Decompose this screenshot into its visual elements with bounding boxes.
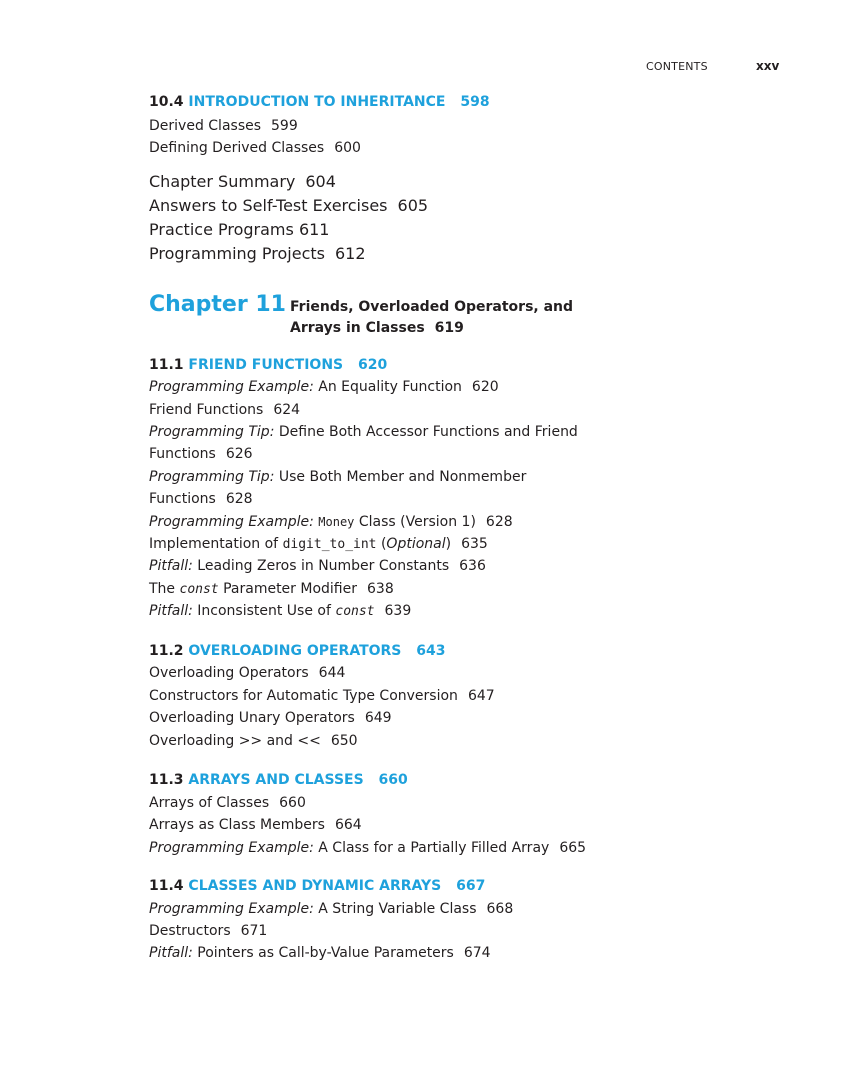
entry-text: An Equality Function — [318, 379, 462, 395]
entry-page: 664 — [334, 817, 362, 833]
entry-text: Arrays as Class Members — [149, 817, 325, 833]
section-number: 11.1 — [149, 357, 184, 373]
section-page: 643 — [416, 643, 446, 659]
entry-page: 624 — [273, 402, 301, 418]
entry-text: Inconsistent Use of — [197, 603, 331, 619]
section-heading-11-2 — [149, 643, 446, 659]
entry-page: 639 — [384, 603, 412, 619]
entry-page: 612 — [335, 244, 366, 263]
toc-entry — [149, 536, 488, 552]
paren-close: ) — [445, 536, 452, 552]
entry-page: 647 — [467, 688, 495, 704]
running-head: CONTENTS — [646, 60, 708, 73]
entry-code: digit_to_int — [282, 537, 377, 552]
section-title: OVERLOADING OPERATORS — [188, 643, 402, 659]
toc-entry — [149, 581, 394, 597]
entry-page: 644 — [318, 665, 346, 681]
entry-text: Parameter Modifier — [223, 581, 357, 597]
entry-label: Programming Tip: — [149, 469, 275, 485]
entry-page: 665 — [559, 840, 587, 856]
section-number: 10.4 — [149, 94, 184, 110]
page-number: xxv — [756, 59, 780, 73]
toc-entry — [149, 402, 300, 418]
entry-label: Programming Example: — [149, 840, 314, 856]
entry-page: 635 — [461, 536, 488, 552]
toc-entry — [149, 379, 499, 395]
toc-entry — [149, 923, 267, 939]
section-number: 11.2 — [149, 643, 184, 659]
chapter-title-continued — [290, 320, 464, 336]
toc-entry — [149, 795, 306, 811]
toc-entry — [149, 733, 358, 749]
entry-code: const — [335, 604, 375, 619]
toc-entry — [149, 710, 392, 726]
section-number: 11.3 — [149, 772, 184, 788]
entry-page: 668 — [486, 901, 514, 917]
section-heading-11-1 — [149, 357, 387, 373]
entry-text: Define Both Accessor Functions and Friend — [278, 424, 578, 440]
section-heading-11-3 — [149, 772, 408, 788]
section-heading-11-4 — [149, 878, 485, 894]
entry-page: 604 — [305, 172, 336, 191]
section-title: CLASSES AND DYNAMIC ARRAYS — [188, 878, 442, 894]
entry-page: 628 — [225, 491, 253, 507]
entry-text: Functions — [149, 446, 216, 462]
entry-text: Functions — [149, 491, 216, 507]
entry-text: Derived Classes — [149, 118, 262, 134]
entry-text: Pointers as Call-by-Value Parameters — [197, 945, 454, 961]
entry-label: Programming Example: — [149, 901, 314, 917]
entry-page: 650 — [330, 733, 358, 749]
toc-entry — [149, 118, 298, 134]
entry-text: A String Variable Class — [318, 901, 477, 917]
section-title: INTRODUCTION TO INHERITANCE — [188, 94, 446, 110]
entry-page: 626 — [225, 446, 253, 462]
entry-label: Programming Example: — [149, 514, 314, 530]
entry-text: Destructors — [149, 923, 231, 939]
entry-label: Pitfall: — [149, 603, 193, 619]
entry-label: Programming Example: — [149, 379, 314, 395]
chapter-title-line2: Arrays in Classes — [290, 320, 425, 336]
entry-label: Pitfall: — [149, 945, 193, 961]
entry-text: Programming Projects — [149, 244, 325, 263]
entry-text: Overloading Operators — [149, 665, 309, 681]
entry-text: Chapter Summary — [149, 172, 296, 191]
entry-prefix: The — [149, 581, 176, 597]
entry-page: 620 — [471, 379, 499, 395]
entry-text: A Class for a Partially Filled Array — [318, 840, 550, 856]
entry-text: Overloading Unary Operators — [149, 710, 355, 726]
end-matter-entry — [149, 244, 366, 263]
entry-page: 611 — [298, 220, 330, 239]
entry-prefix: Implementation of — [149, 536, 279, 552]
entry-page: 605 — [397, 196, 429, 215]
entry-code: const — [179, 582, 219, 597]
toc-entry — [149, 514, 513, 530]
end-matter-entry — [149, 172, 336, 191]
end-matter-entry — [149, 196, 428, 215]
entry-page: 600 — [334, 140, 361, 156]
entry-optional: Optional — [386, 536, 446, 552]
toc-entry — [149, 817, 362, 833]
entry-code: Money — [318, 515, 355, 529]
entry-page: 674 — [463, 945, 491, 961]
entry-text: Answers to Self-Test Exercises — [149, 196, 388, 215]
entry-text: Practice Programs — [149, 220, 294, 239]
toc-entry — [149, 140, 361, 156]
entry-text: Constructors for Automatic Type Conversion — [149, 688, 458, 704]
chapter-page: 619 — [434, 320, 464, 336]
entry-text: Overloading >> and << — [149, 733, 321, 749]
entry-text: Arrays of Classes — [149, 795, 270, 811]
toc-entry — [149, 901, 513, 917]
section-page: 620 — [358, 357, 388, 373]
end-matter-entry — [149, 220, 329, 239]
entry-text: Friend Functions — [149, 402, 264, 418]
entry-page: 628 — [485, 514, 513, 530]
chapter-label: Chapter 11 — [149, 292, 286, 317]
entry-page: 599 — [271, 118, 298, 134]
toc-entry — [149, 558, 486, 574]
toc-entry — [149, 840, 586, 856]
toc-entry — [149, 945, 491, 961]
entry-text: Leading Zeros in Number Constants — [197, 558, 450, 574]
chapter-title: Friends, Overloaded Operators, and — [290, 299, 574, 315]
entry-label: Programming Tip: — [149, 424, 275, 440]
entry-text: Defining Derived Classes — [149, 140, 325, 156]
entry-page: 671 — [240, 923, 268, 939]
section-page: 660 — [378, 772, 408, 788]
toc-entry-continued — [149, 491, 253, 507]
toc-entry — [149, 469, 526, 485]
section-heading-10-4 — [149, 94, 490, 110]
entry-page: 660 — [279, 795, 306, 811]
section-number: 11.4 — [149, 878, 184, 894]
entry-label: Pitfall: — [149, 558, 193, 574]
toc-entry-continued — [149, 446, 253, 462]
entry-page: 638 — [367, 581, 394, 597]
toc-entry — [149, 603, 411, 619]
toc-entry — [149, 665, 345, 681]
entry-page: 649 — [364, 710, 392, 726]
section-title: FRIEND FUNCTIONS — [188, 357, 344, 373]
section-title: ARRAYS AND CLASSES — [188, 772, 364, 788]
toc-entry — [149, 424, 578, 440]
section-page: 667 — [456, 878, 486, 894]
entry-text: Use Both Member and Nonmember — [278, 469, 527, 485]
section-page: 598 — [460, 94, 490, 110]
toc-entry — [149, 688, 495, 704]
entry-text: Class (Version 1) — [358, 514, 476, 530]
paren-open: ( — [380, 536, 387, 552]
entry-page: 636 — [459, 558, 486, 574]
